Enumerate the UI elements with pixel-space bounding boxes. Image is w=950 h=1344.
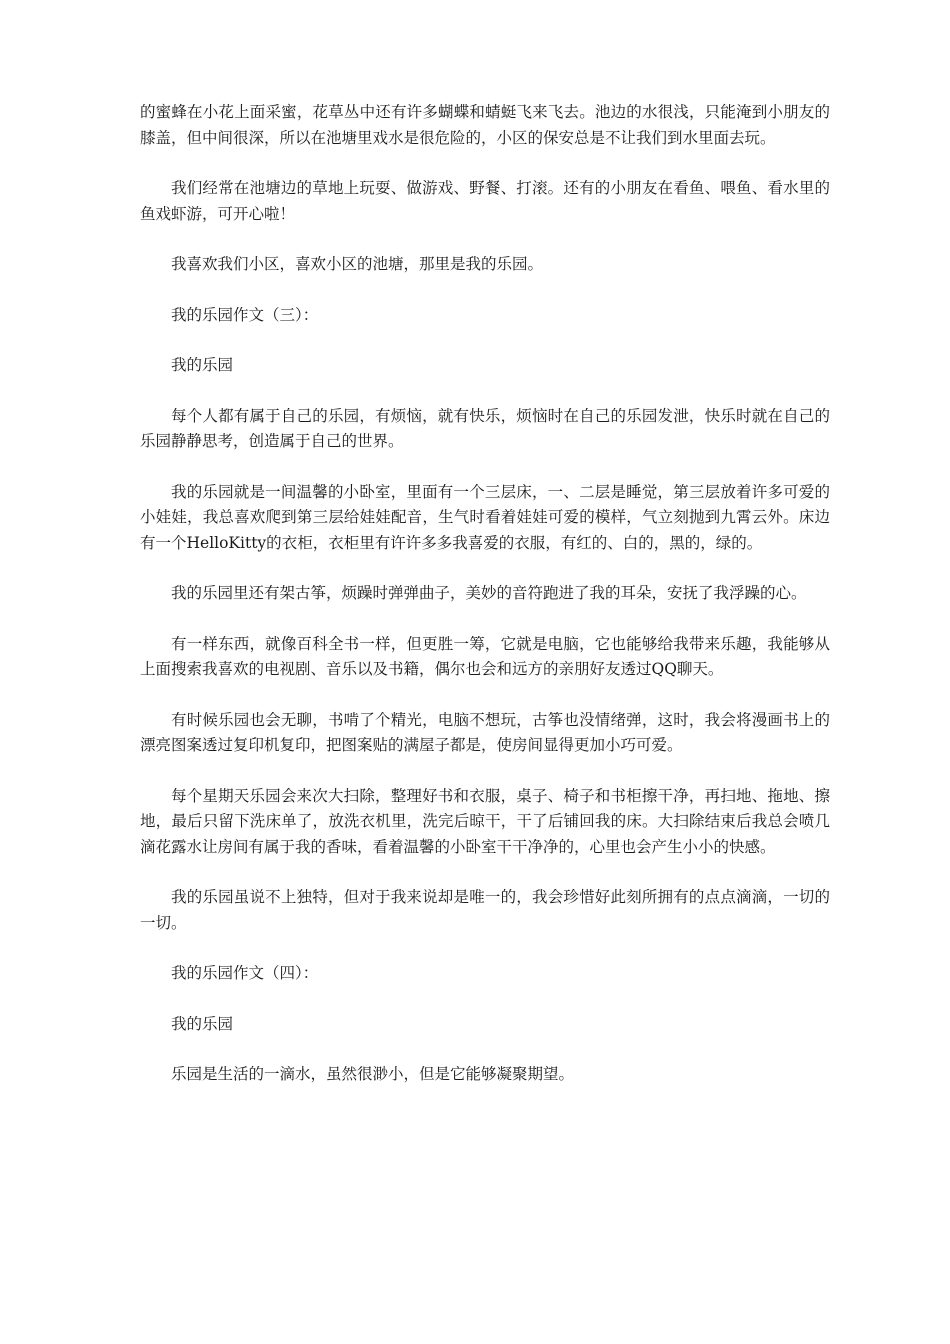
paragraph-8: 我的乐园里还有架古筝，烦躁时弹弹曲子，美妙的音符跑进了我的耳朵，安抚了我浮躁的心。	[171, 584, 807, 602]
paragraph-10: 有时候乐园也会无聊，书啃了个精光，电脑不想玩，古筝也没情绪弹，这时，我会将漫画书上的漂亮图案透过复印机复印，把图案贴的满屋子都是，使房间显得更加小巧可爱。	[140, 710, 830, 754]
paragraph-15: 乐园是生活的一滴水，虽然很渺小，但是它能够凝聚期望。	[171, 1065, 575, 1083]
paragraph-1: 的蜜蜂在小花上面采蜜，花草丛中还有许多蝴蝶和蜻蜓飞来飞去。池边的水很浅，只能淹到小朋友的膝盖，但中间很深，所以在池塘里戏水是很危险的，小区的保安总是不让我们到水里面去玩。	[140, 103, 830, 147]
paragraph-6: 每个人都有属于自己的乐园，有烦恼，就有快乐，烦恼时在自己的乐园发泄，快乐时就在自己的乐园静静思考，创造属于自己的世界。	[140, 406, 830, 450]
paragraph-3: 我喜欢我们小区，喜欢小区的池塘，那里是我的乐园。	[171, 255, 544, 273]
section-heading-4: 我的乐园作文（四）：	[171, 964, 319, 982]
paragraph-7: 我的乐园就是一间温馨的小卧室，里面有一个三层床，一、二层是睡觉，第三层放着许多可爱的小娃娃，我总喜欢爬到第三层给娃娃配音，生气时看着娃娃可爱的模样，气立刻抛到九霄云外。床边有一个HelloKitty的衣柜，衣柜里有许许多多我喜爱的衣服，有红的、白的，黑的，绿的。	[140, 482, 830, 552]
essay-title-4: 我的乐园	[171, 1014, 234, 1033]
essay-title-3: 我的乐园	[171, 356, 234, 374]
paragraph-2: 我们经常在池塘边的草地上玩耍、做游戏、野餐、打滚。还有的小朋友在看鱼、喂鱼、看水里的鱼戏虾游，可开心啦！	[140, 179, 830, 223]
document-body	[140, 100, 830, 1113]
paragraph-12: 我的乐园虽说不上独特，但对于我来说却是唯一的，我会珍惜好此刻所拥有的点点滴滴，一切的一切。	[140, 888, 830, 932]
section-heading-3: 我的乐园作文（三）：	[171, 305, 319, 324]
paragraph-9: 有一样东西，就像百科全书一样，但更胜一筹，它就是电脑，它也能够给我带来乐趣，我能够从上面搜索我喜欢的电视剧、音乐以及书籍，偶尔也会和远方的亲朋好友透过QQ聊天。	[140, 634, 830, 678]
paragraph-11: 每个星期天乐园会来次大扫除，整理好书和衣服，桌子、椅子和书柜擦干净，再扫地、拖地、擦地，最后只留下洗床单了，放洗衣机里，洗完后晾干，干了后铺回我的床。大扫除结束后我总会喷几滴花露水让房间有属于我的香味，看着温馨的小卧室干干净净的，心里也会产生小小的快感。	[140, 786, 830, 856]
